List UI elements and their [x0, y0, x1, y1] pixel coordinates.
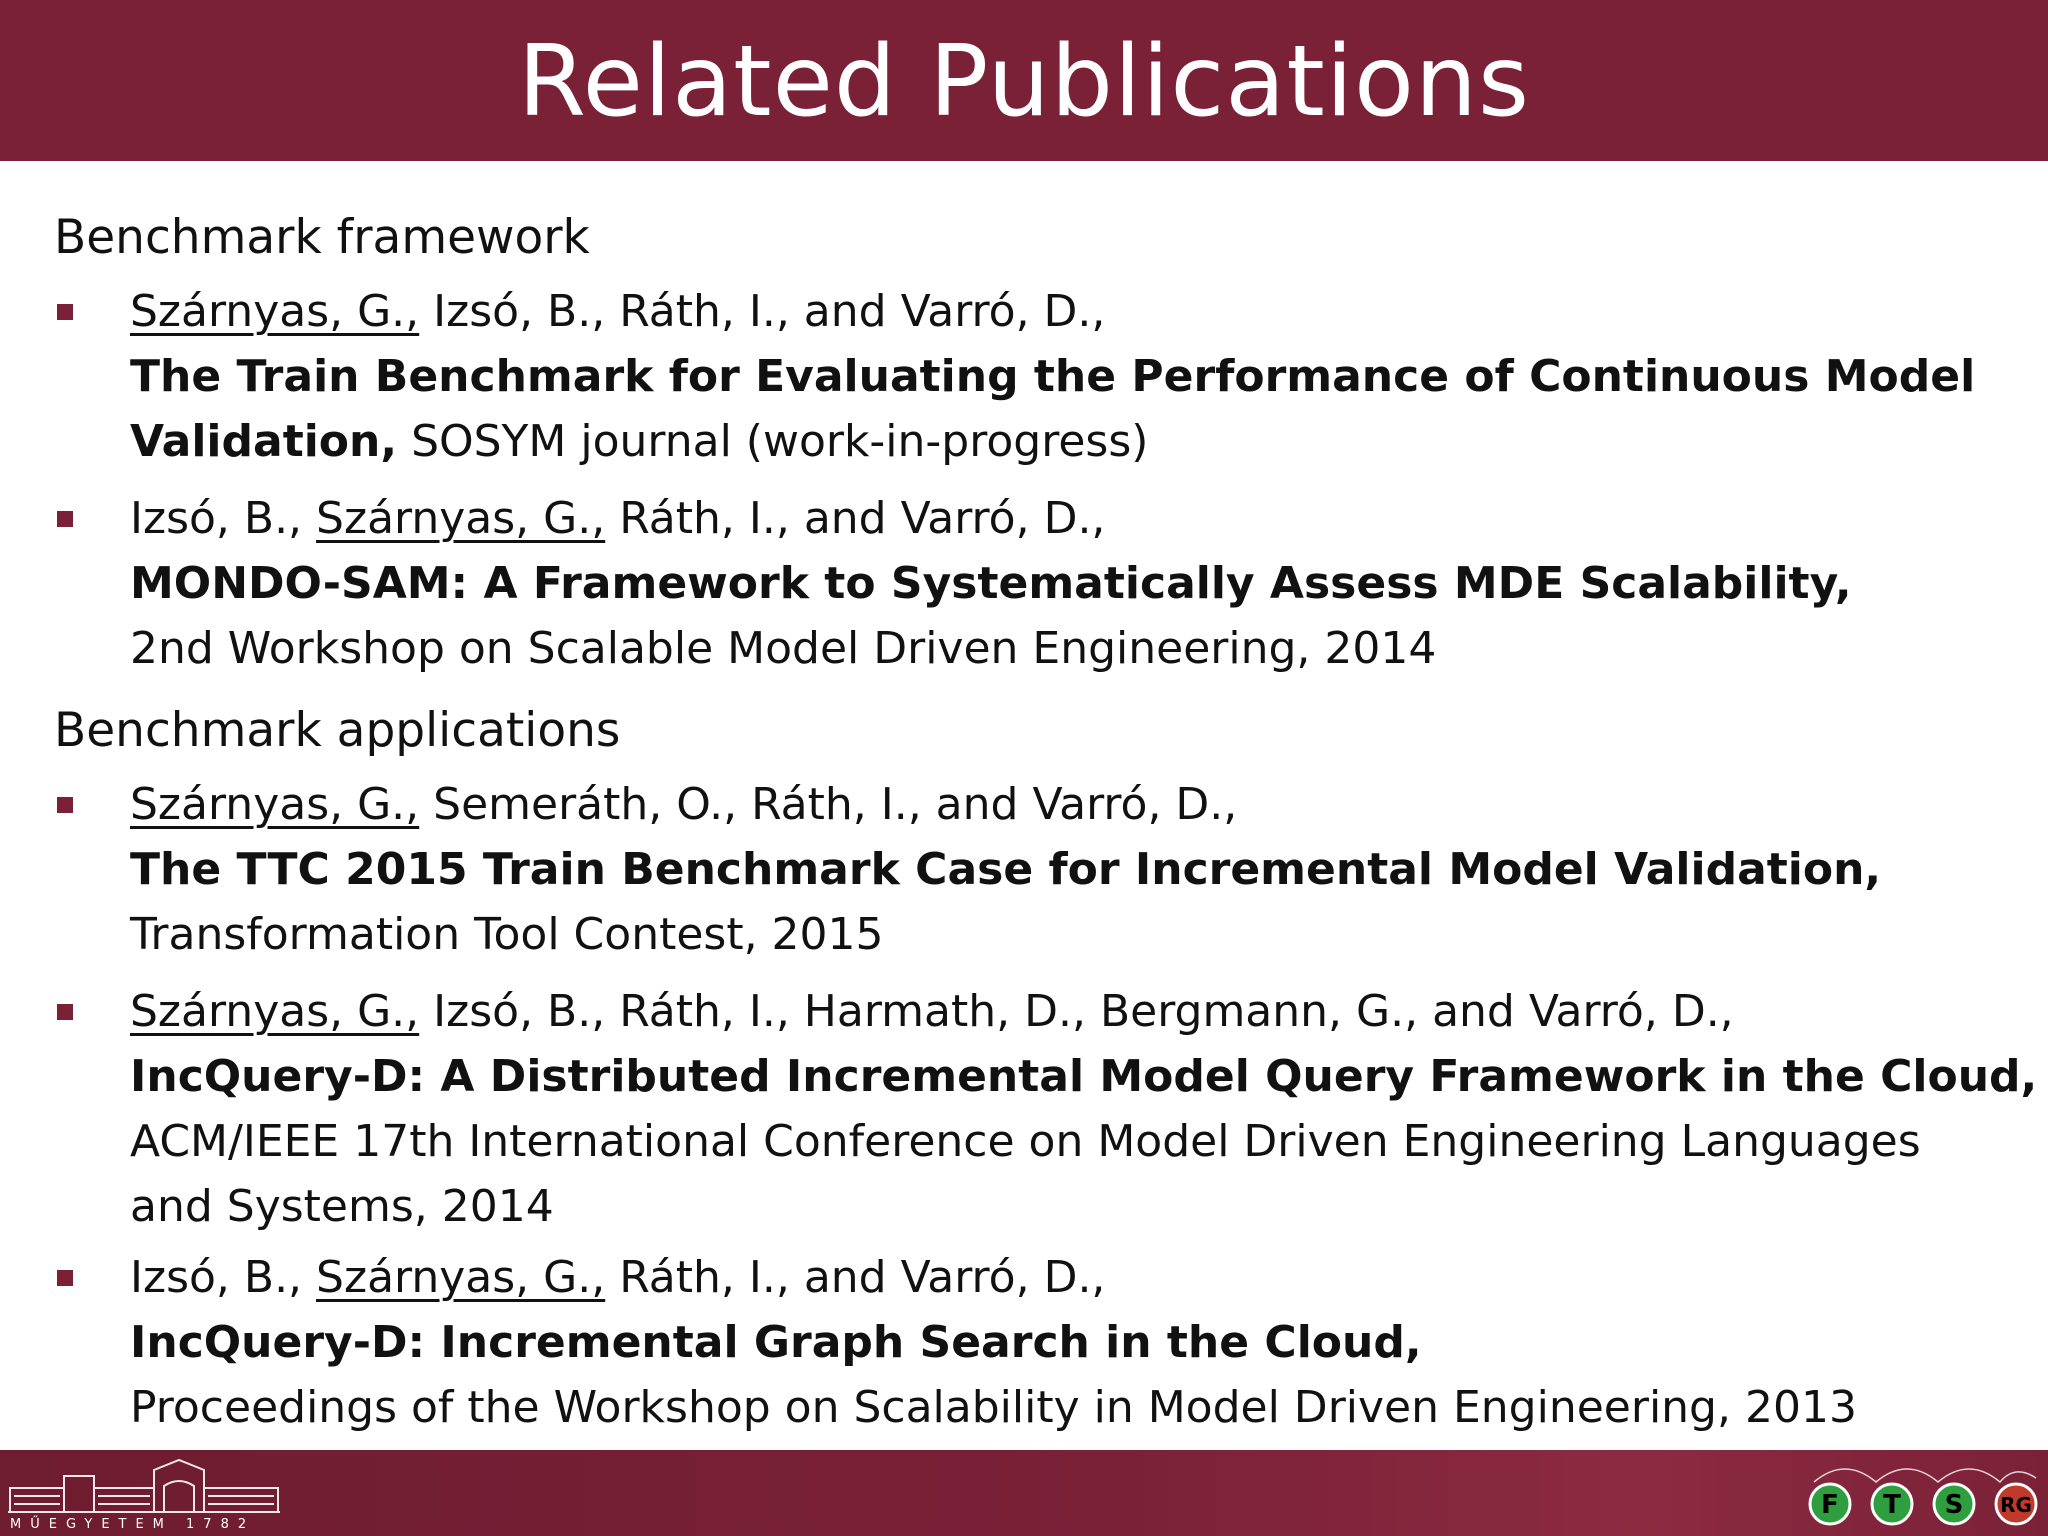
bullet-icon	[57, 304, 73, 320]
self-author: Szárnyas, G.,	[316, 493, 606, 544]
self-author: Szárnyas, G.,	[130, 986, 420, 1037]
ftsrg-letter-f	[1810, 1484, 1850, 1524]
publication-venue: Proceedings of the Workshop on Scalability in Model Driven Engineering, 2013	[130, 1382, 1857, 1433]
self-author: Szárnyas, G.,	[316, 1252, 606, 1303]
ftsrg-letter-s	[1934, 1484, 1974, 1524]
bullet-icon	[57, 511, 73, 527]
publication-title-venue: Validation, SOSYM journal (work-in-progress)	[130, 416, 1149, 467]
slide-title: Related Publications	[517, 25, 1531, 139]
publication-title: MONDO-SAM: A Framework to Systematically Assess MDE Scalability,	[130, 558, 1852, 609]
university-logo-caption: MŰEGYETEM 1782	[10, 1517, 256, 1532]
publication-authors: Izsó, B., Szárnyas, G., Ráth, I., and Varró, D.,	[130, 1252, 1106, 1303]
section-heading-framework: Benchmark framework	[54, 210, 590, 265]
publication-title: The Train Benchmark for Evaluating the Performance of Continuous Model	[130, 351, 1976, 402]
ftsrg-letter-t	[1872, 1484, 1912, 1524]
publication-venue: ACM/IEEE 17th International Conference on Model Driven Engineering Languages	[130, 1116, 1921, 1167]
title-bar	[0, 0, 2048, 161]
bullet-icon	[57, 1270, 73, 1286]
self-author: Szárnyas, G.,	[130, 286, 420, 337]
section-heading-applications: Benchmark applications	[54, 703, 621, 758]
publication-authors: Szárnyas, G., Semeráth, O., Ráth, I., and Varró, D.,	[130, 779, 1238, 830]
publication-venue: Transformation Tool Contest, 2015	[130, 909, 884, 960]
svg-text:T: T	[1883, 1490, 1901, 1520]
publication-title: IncQuery-D: Incremental Graph Search in the Cloud,	[130, 1317, 1422, 1368]
publication-title: The TTC 2015 Train Benchmark Case for Incremental Model Validation,	[130, 844, 1882, 895]
publication-venue: SOSYM journal (work-in-progress)	[397, 416, 1149, 467]
bullet-icon	[57, 797, 73, 813]
publication-venue-continued: and Systems, 2014	[130, 1181, 554, 1232]
publication-title: IncQuery-D: A Distributed Incremental Model Query Framework in the Cloud,	[130, 1051, 2038, 1102]
ftsrg-group-logo	[1800, 1456, 2048, 1536]
svg-text:F: F	[1821, 1490, 1839, 1520]
publication-authors: Izsó, B., Szárnyas, G., Ráth, I., and Varró, D.,	[130, 493, 1106, 544]
publication-authors: Szárnyas, G., Izsó, B., Ráth, I., and Varró, D.,	[130, 286, 1106, 337]
publication-venue: 2nd Workshop on Scalable Model Driven Engineering, 2014	[130, 623, 1437, 674]
self-author: Szárnyas, G.,	[130, 779, 420, 830]
ftsrg-letter-rg	[1996, 1484, 2036, 1524]
footer-bar	[0, 1450, 2048, 1536]
university-building-logo	[4, 1454, 284, 1532]
bullet-icon	[57, 1004, 73, 1020]
svg-text:S: S	[1944, 1490, 1964, 1520]
svg-text:RG: RG	[2000, 1493, 2032, 1517]
publication-authors: Szárnyas, G., Izsó, B., Ráth, I., Harmath, D., Bergmann, G., and Varró, D.,	[130, 986, 1734, 1037]
